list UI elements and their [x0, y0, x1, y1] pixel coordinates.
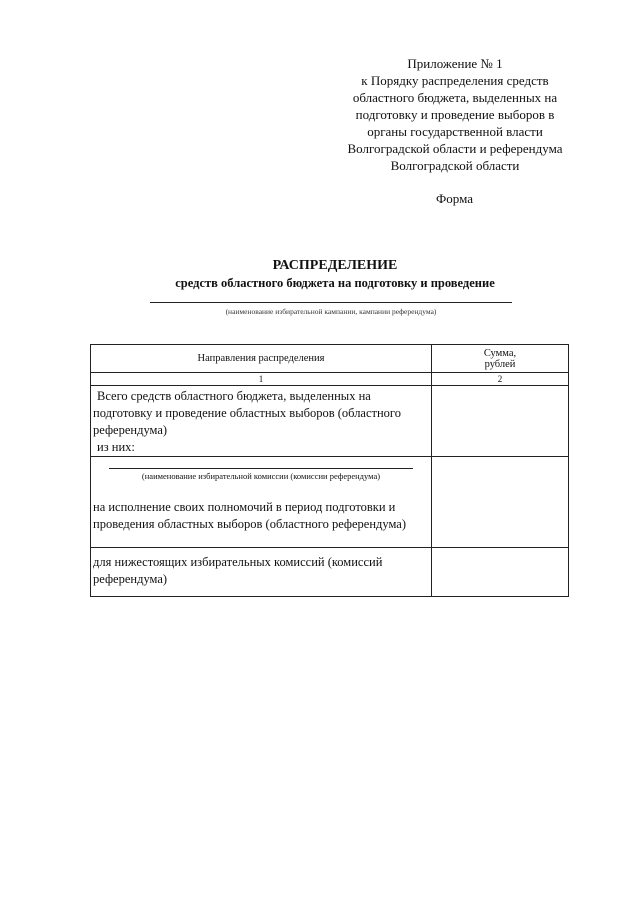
row-text-line: Всего средств областного бюджета, выделенных на [97, 389, 371, 403]
row-text-line: из них: [97, 440, 135, 454]
appendix-line: Волгоградской области и референдума [347, 141, 563, 156]
row-text-line: подготовку и проведение областных выборов (областного [93, 406, 401, 420]
table-row-commission [91, 457, 569, 548]
row-commission-sum [432, 457, 569, 548]
appendix-line: органы государственной власти [367, 124, 543, 139]
header-sum-line: рублей [484, 359, 516, 370]
row-text-line: референдума) [93, 423, 168, 437]
document-title: РАСПРЕДЕЛЕНИЕ [272, 258, 398, 273]
row-text-line: референдума) [93, 572, 168, 586]
campaign-name-line [150, 302, 512, 303]
column-number-row [91, 373, 569, 386]
form-label: Форма [436, 191, 473, 206]
appendix-line: областного бюджета, выделенных на [352, 90, 558, 105]
table-row-lower [91, 548, 569, 597]
header-sum-line: Сумма, [483, 348, 517, 359]
row-text-line: проведения областных выборов (областного референдума) [93, 517, 407, 531]
appendix-line: подготовку и проведение выборов в [355, 107, 555, 122]
column-number: 1 [91, 373, 432, 386]
row-text-line: на исполнение своих полномочий в период подготовки и [93, 500, 396, 514]
campaign-name-caption: (наименование избирательной кампании, кампании референдума) [225, 307, 437, 316]
commission-name-caption: (наименование избирательной комиссии (комиссии референдума) [141, 471, 381, 481]
row-text-line: для нижестоящих избирательных комиссий (комиссий [93, 555, 383, 569]
appendix-line: к Порядку распределения средств [361, 73, 549, 88]
row-commission-text [91, 457, 432, 548]
header-direction: Направления распределения [91, 345, 432, 373]
distribution-table [90, 344, 569, 597]
header-sum [432, 345, 569, 373]
row-lower-text [91, 548, 432, 597]
row-total-text [91, 386, 432, 457]
document-subtitle: средств областного бюджета на подготовку и проведение [175, 276, 495, 290]
appendix-line: Волгоградской области [390, 158, 520, 173]
table-row-total [91, 386, 569, 457]
row-total-sum [432, 386, 569, 457]
row-lower-sum [432, 548, 569, 597]
appendix-line: Приложение № 1 [407, 56, 503, 71]
column-number: 2 [432, 373, 569, 386]
table-header-row [91, 345, 569, 373]
appendix-block [330, 55, 580, 174]
